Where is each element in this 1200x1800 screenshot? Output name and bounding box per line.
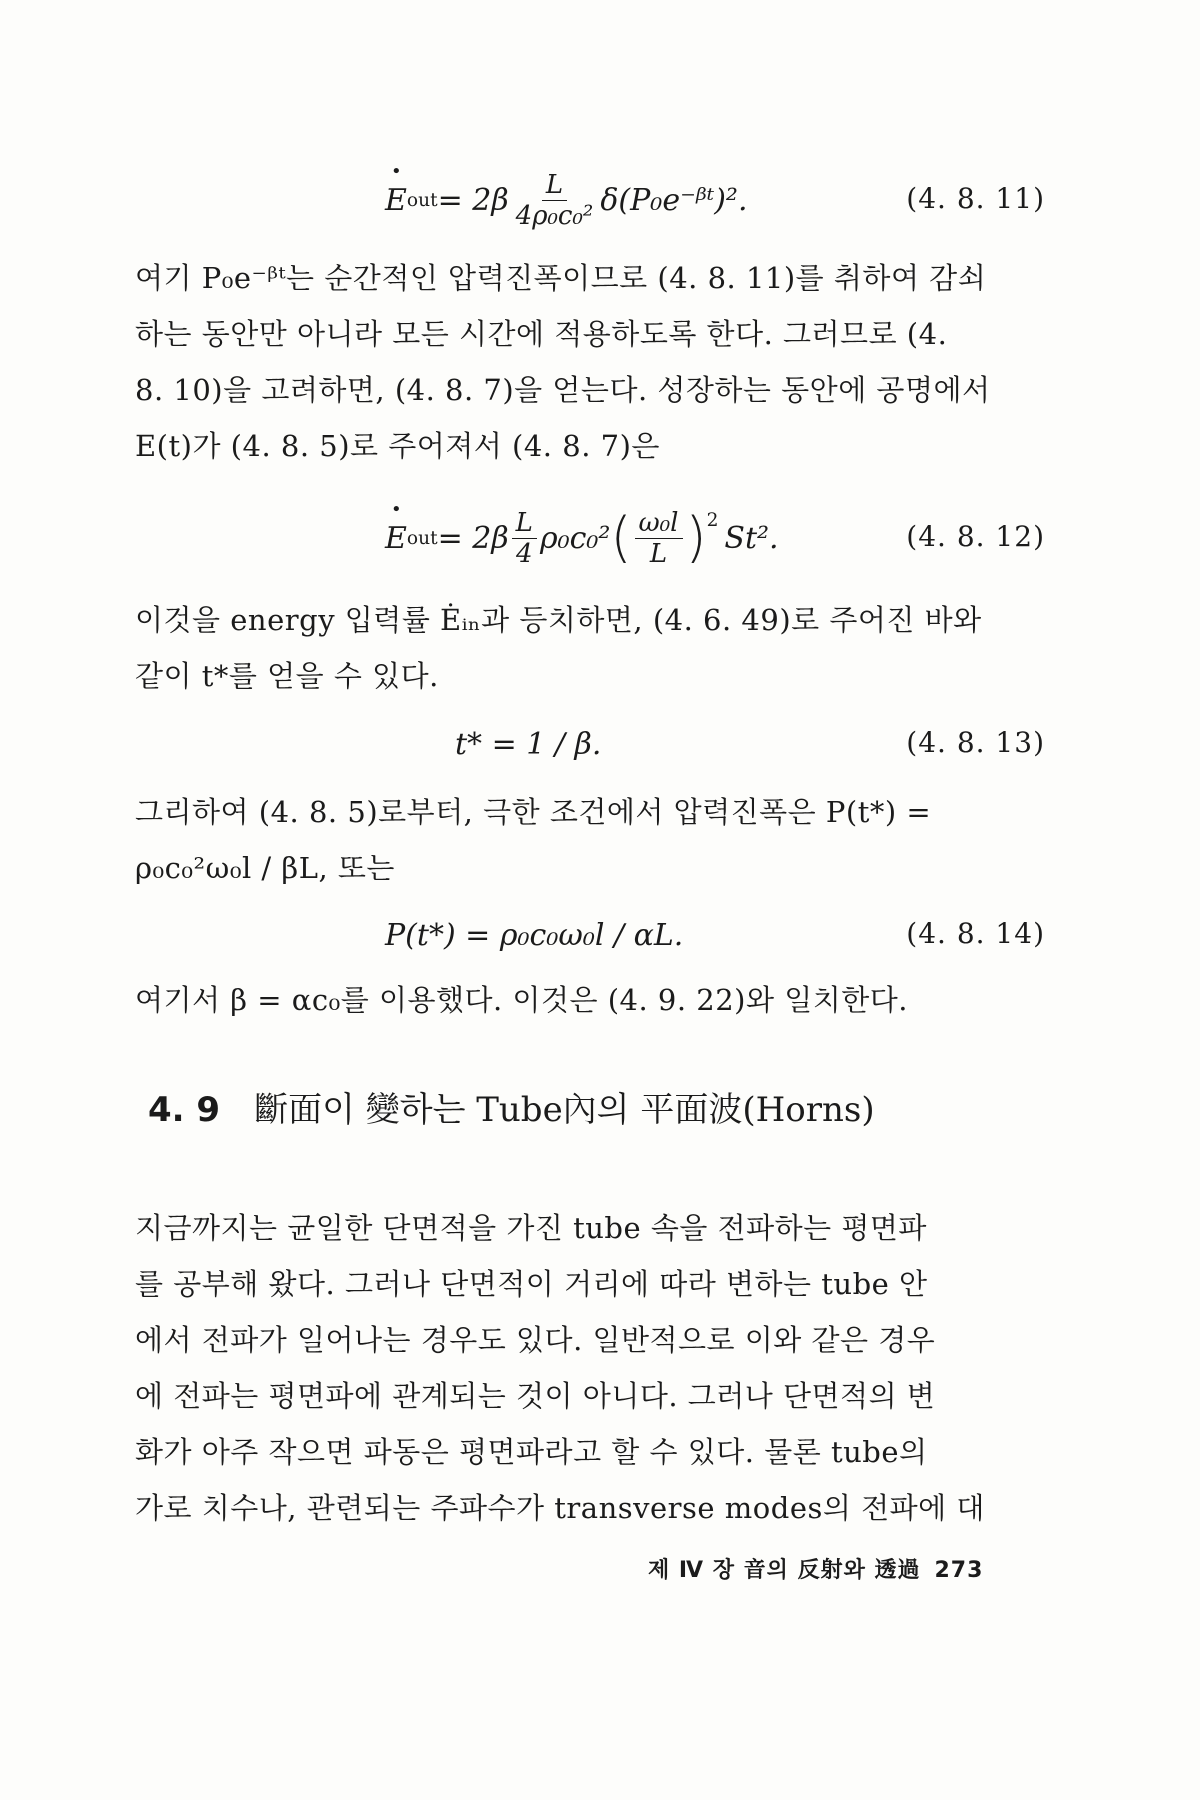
equation-4-8-11: • E out = 2β $\frac{L}{\text{4ρ₀c₀²}}$ δ(P₀e⁻ᵝᵗ)². (4. 8. 11) xyxy=(135,160,1045,240)
section-number: 4. 9 xyxy=(148,1090,221,1130)
equation-lhs: • E xyxy=(385,183,407,218)
paragraph-1: 여기 P₀e⁻ᵝᵗ는 순간적인 압력진폭이므로 (4. 8. 11)를 취하여 감쇠 하는 동안만 아니라 모든 시간에 적용하도록 한다. 그러므로 (4. 8. 10)을 고려하면, (4. 8. 7)을 얻는다. 성장하는 동안에 공명에서 E(t)가 (4. 8. 5)로 주어져서 (4. 8. 7)은 xyxy=(135,261,991,463)
equation-number: (4. 8. 12) xyxy=(906,520,1045,553)
page-number: 273 xyxy=(934,1558,984,1583)
section-title: 斷面이 變하는 Tube內의 平面波(Horns) xyxy=(254,1090,875,1130)
paragraph-2: 이것을 energy 입력률 Ėᵢₙ과 등치하면, (4. 6. 49)로 주어진 바와 같이 t*를 얻을 수 있다. xyxy=(135,603,982,693)
equation-fraction: $\frac{L}{\text{4ρ₀c₀²}}$ xyxy=(515,169,594,231)
equation-lhs: • E xyxy=(385,521,407,556)
paragraph-5: 지금까지는 균일한 단면적을 가진 tube 속을 전파하는 평면파 를 공부해 왔다. 그러나 단면적이 거리에 따라 변하는 tube 안 에서 전파가 일어나는 경우도 있다. 일반적으로 이와 같은 경우 에 전파는 평면파에 관계되는 것이 아니다. 그러나 단면적의 변 화가 아주 작으면 파동은 평면파라고 할 수 있다. 물론 tube의 가로 치수나, 관련되는 주파수가 transverse modes의 전파에 대 xyxy=(135,1211,985,1525)
equation-fraction: $\frac{\text{ω₀l}}{L}$ xyxy=(635,508,683,569)
equation-4-8-14: P(t*) = ρ₀c₀ω₀l / αL. (4. 8. 14) xyxy=(385,917,1045,953)
equation-4-8-13: t* = 1 / β. (4. 8. 13) xyxy=(455,726,1045,762)
section-heading xyxy=(148,1082,1048,1131)
paragraph-3: 그리하여 (4. 8. 5)로부터, 극한 조건에서 압력진폭은 P(t*) = ρ₀c₀²ω₀l / βL, 또는 xyxy=(135,795,932,885)
equation-number: (4. 8. 11) xyxy=(906,182,1045,215)
page-footer xyxy=(648,1553,1048,1584)
equation-fraction: $\frac{L}{4}$ xyxy=(512,508,537,569)
equation-number: (4. 8. 13) xyxy=(906,726,1045,759)
footer-chapter: 제 Ⅳ 장 音의 反射와 透過 xyxy=(648,1558,921,1583)
equation-4-8-12: • E out = 2β $\frac{L}{4}$ ρ₀c₀² ( $\frac{\text{ω₀l}}{L}$ ) $^2$ St². (4. 8. 12) xyxy=(135,498,1045,578)
equation-number: (4. 8. 14) xyxy=(906,917,1045,950)
paragraph-4: 여기서 β = αc₀를 이용했다. 이것은 (4. 9. 22)와 일치한다. xyxy=(135,983,909,1017)
